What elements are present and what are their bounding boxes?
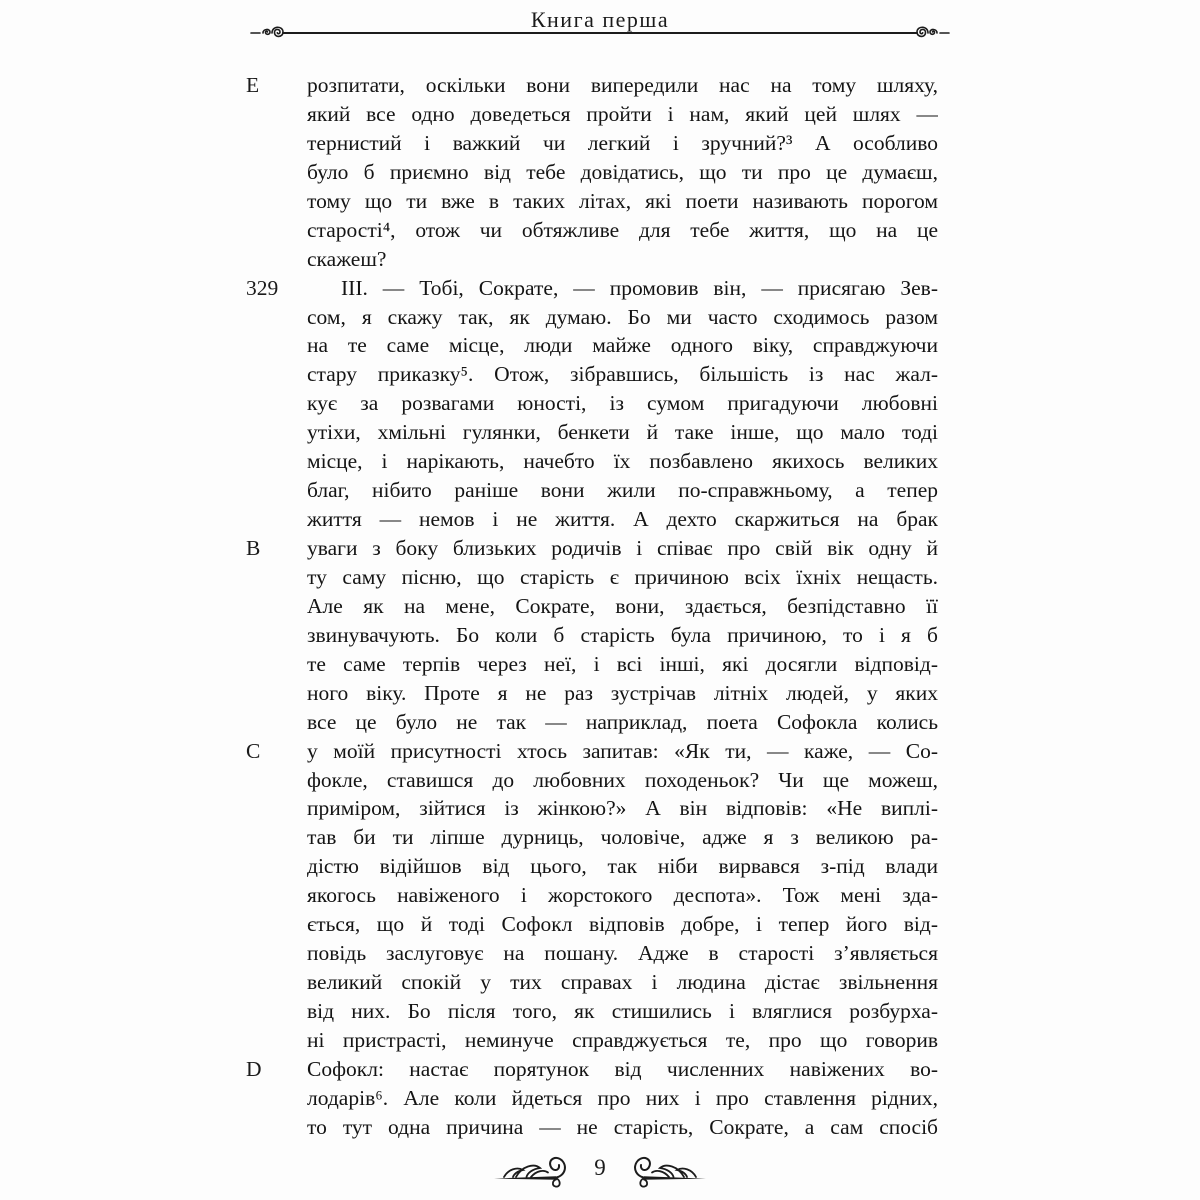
text-line: було б приємно від тебе довідатись, що ти про це думаєш,: [307, 159, 938, 184]
text-line: благ, нібито раніше вони жили по-справжньому, а тепер: [307, 478, 938, 503]
text-line: старості⁴, отож чи обтяжливе для тебе життя, що на це: [307, 217, 938, 242]
text-line: дістю відійшов від цього, так ніби вирвався з-під влади: [307, 854, 938, 879]
page-footer: [0, 1148, 1200, 1188]
text-line: стару приказку⁵. Отож, зібравшись, більшість із нас жал-: [307, 362, 938, 387]
text-line: місце, і нарікають, начебто їх позбавлено якихось великих: [307, 449, 938, 474]
swirl-ornament-left-icon: [250, 21, 320, 45]
text-line: Софокл: настає порятунок від численних навіжених во-: [307, 1056, 938, 1081]
header-rule-line: [320, 32, 880, 34]
text-line: те саме терпів через неї, і всі інші, які досягли відповід-: [307, 651, 938, 676]
text-line: ного віку. Проте я не раз зустрічав літніх людей, у яких: [307, 680, 938, 705]
text-line: життя — немов і не життя. А дехто скаржиться на брак: [307, 507, 938, 532]
text-line: Але як на мене, Сократе, вони, здається, безпідставно її: [307, 593, 938, 618]
text-line: тернистий і важкий чи легкий і зручний?³ А особливо: [307, 130, 938, 155]
stephanus-marker: E: [246, 73, 260, 97]
text-line: який все одно доведеться пройти і нам, який цей шлях —: [307, 101, 938, 126]
flourish-ornament-left-icon: [494, 1148, 572, 1188]
text-line: звинувачують. Бо коли б старість була причиною, то і я б: [307, 622, 938, 647]
text-line: тому що ти вже в таких літах, які поети називають порогом: [307, 188, 938, 213]
stephanus-marker: C: [246, 738, 261, 763]
text-line: на те саме місце, люди майже одного віку, справджуючи: [307, 333, 938, 358]
text-line: все це було не так — наприклад, поета Софокла колись: [307, 709, 938, 734]
text-line: великий спокій у тих справах і людина дістає звільнення: [307, 970, 938, 995]
stephanus-marker: B: [246, 536, 261, 561]
text-line: то тут одна причина — не старість, Сократе, а сам спосіб: [307, 1114, 938, 1139]
text-line: розпитати, оскільки вони випередили нас на тому шляху,: [307, 73, 938, 97]
page-number: 9: [594, 1155, 606, 1180]
text-line: ту саму пісню, що старість є причиною всіх їхніх нещасть.: [307, 564, 938, 589]
text-line: ні пристрасті, неминуче справджується те, про що говорив: [307, 1027, 938, 1052]
header-ornament-rule: [250, 21, 950, 45]
text-line: фокле, ставишся до любовних походеньок? Чи ще можеш,: [307, 767, 938, 792]
swirl-ornament-right-icon: [880, 21, 950, 45]
text-line: утіхи, хмільні гулянки, бенкети й таке інше, що мало тоді: [307, 420, 938, 445]
text-line: від них. Бо після того, як стишились і вляглися розбурха-: [307, 999, 938, 1023]
text-line: ється, що й тоді Софокл відповів добре, і тепер його від-: [307, 912, 938, 937]
text-line: тав би ти ліпше дурниць, чоловіче, адже я з великою ра-: [307, 825, 938, 850]
text-line: кує за розвагами юності, із сумом пригадуючи любовні: [307, 391, 938, 416]
text-line: сом, я скажу так, як думаю. Бо ми часто сходимось разом: [307, 304, 938, 329]
text-line: приміром, зійтися із жінкою?» А він відповів: «Не виплі-: [307, 796, 938, 821]
stephanus-marker: 329: [246, 275, 279, 300]
flourish-ornament-right-icon: [628, 1148, 706, 1188]
page-title: Книга перша: [530, 7, 670, 32]
stephanus-marker: D: [246, 1057, 262, 1082]
text-line: у моїй присутності хтось запитав: «Як ти, — каже, — Со-: [307, 738, 938, 763]
text-line: III. — Тобі, Сократе, — промовив він, — присягаю Зев-: [341, 275, 938, 300]
text-line: уваги з боку близьких родичів і співає про свій вік одну й: [307, 536, 938, 560]
text-lines: [307, 71, 938, 1142]
text-line: лодарів⁶. Але коли йдеться про них і про ставлення рідних,: [307, 1085, 938, 1110]
text-line: повідь заслуговує на пошану. Адже в старості з’являється: [307, 941, 938, 966]
text-line: скажеш?: [307, 246, 387, 271]
text-line: якогось навіженого і жорстокого деспота». Тож мені зда-: [307, 883, 938, 908]
